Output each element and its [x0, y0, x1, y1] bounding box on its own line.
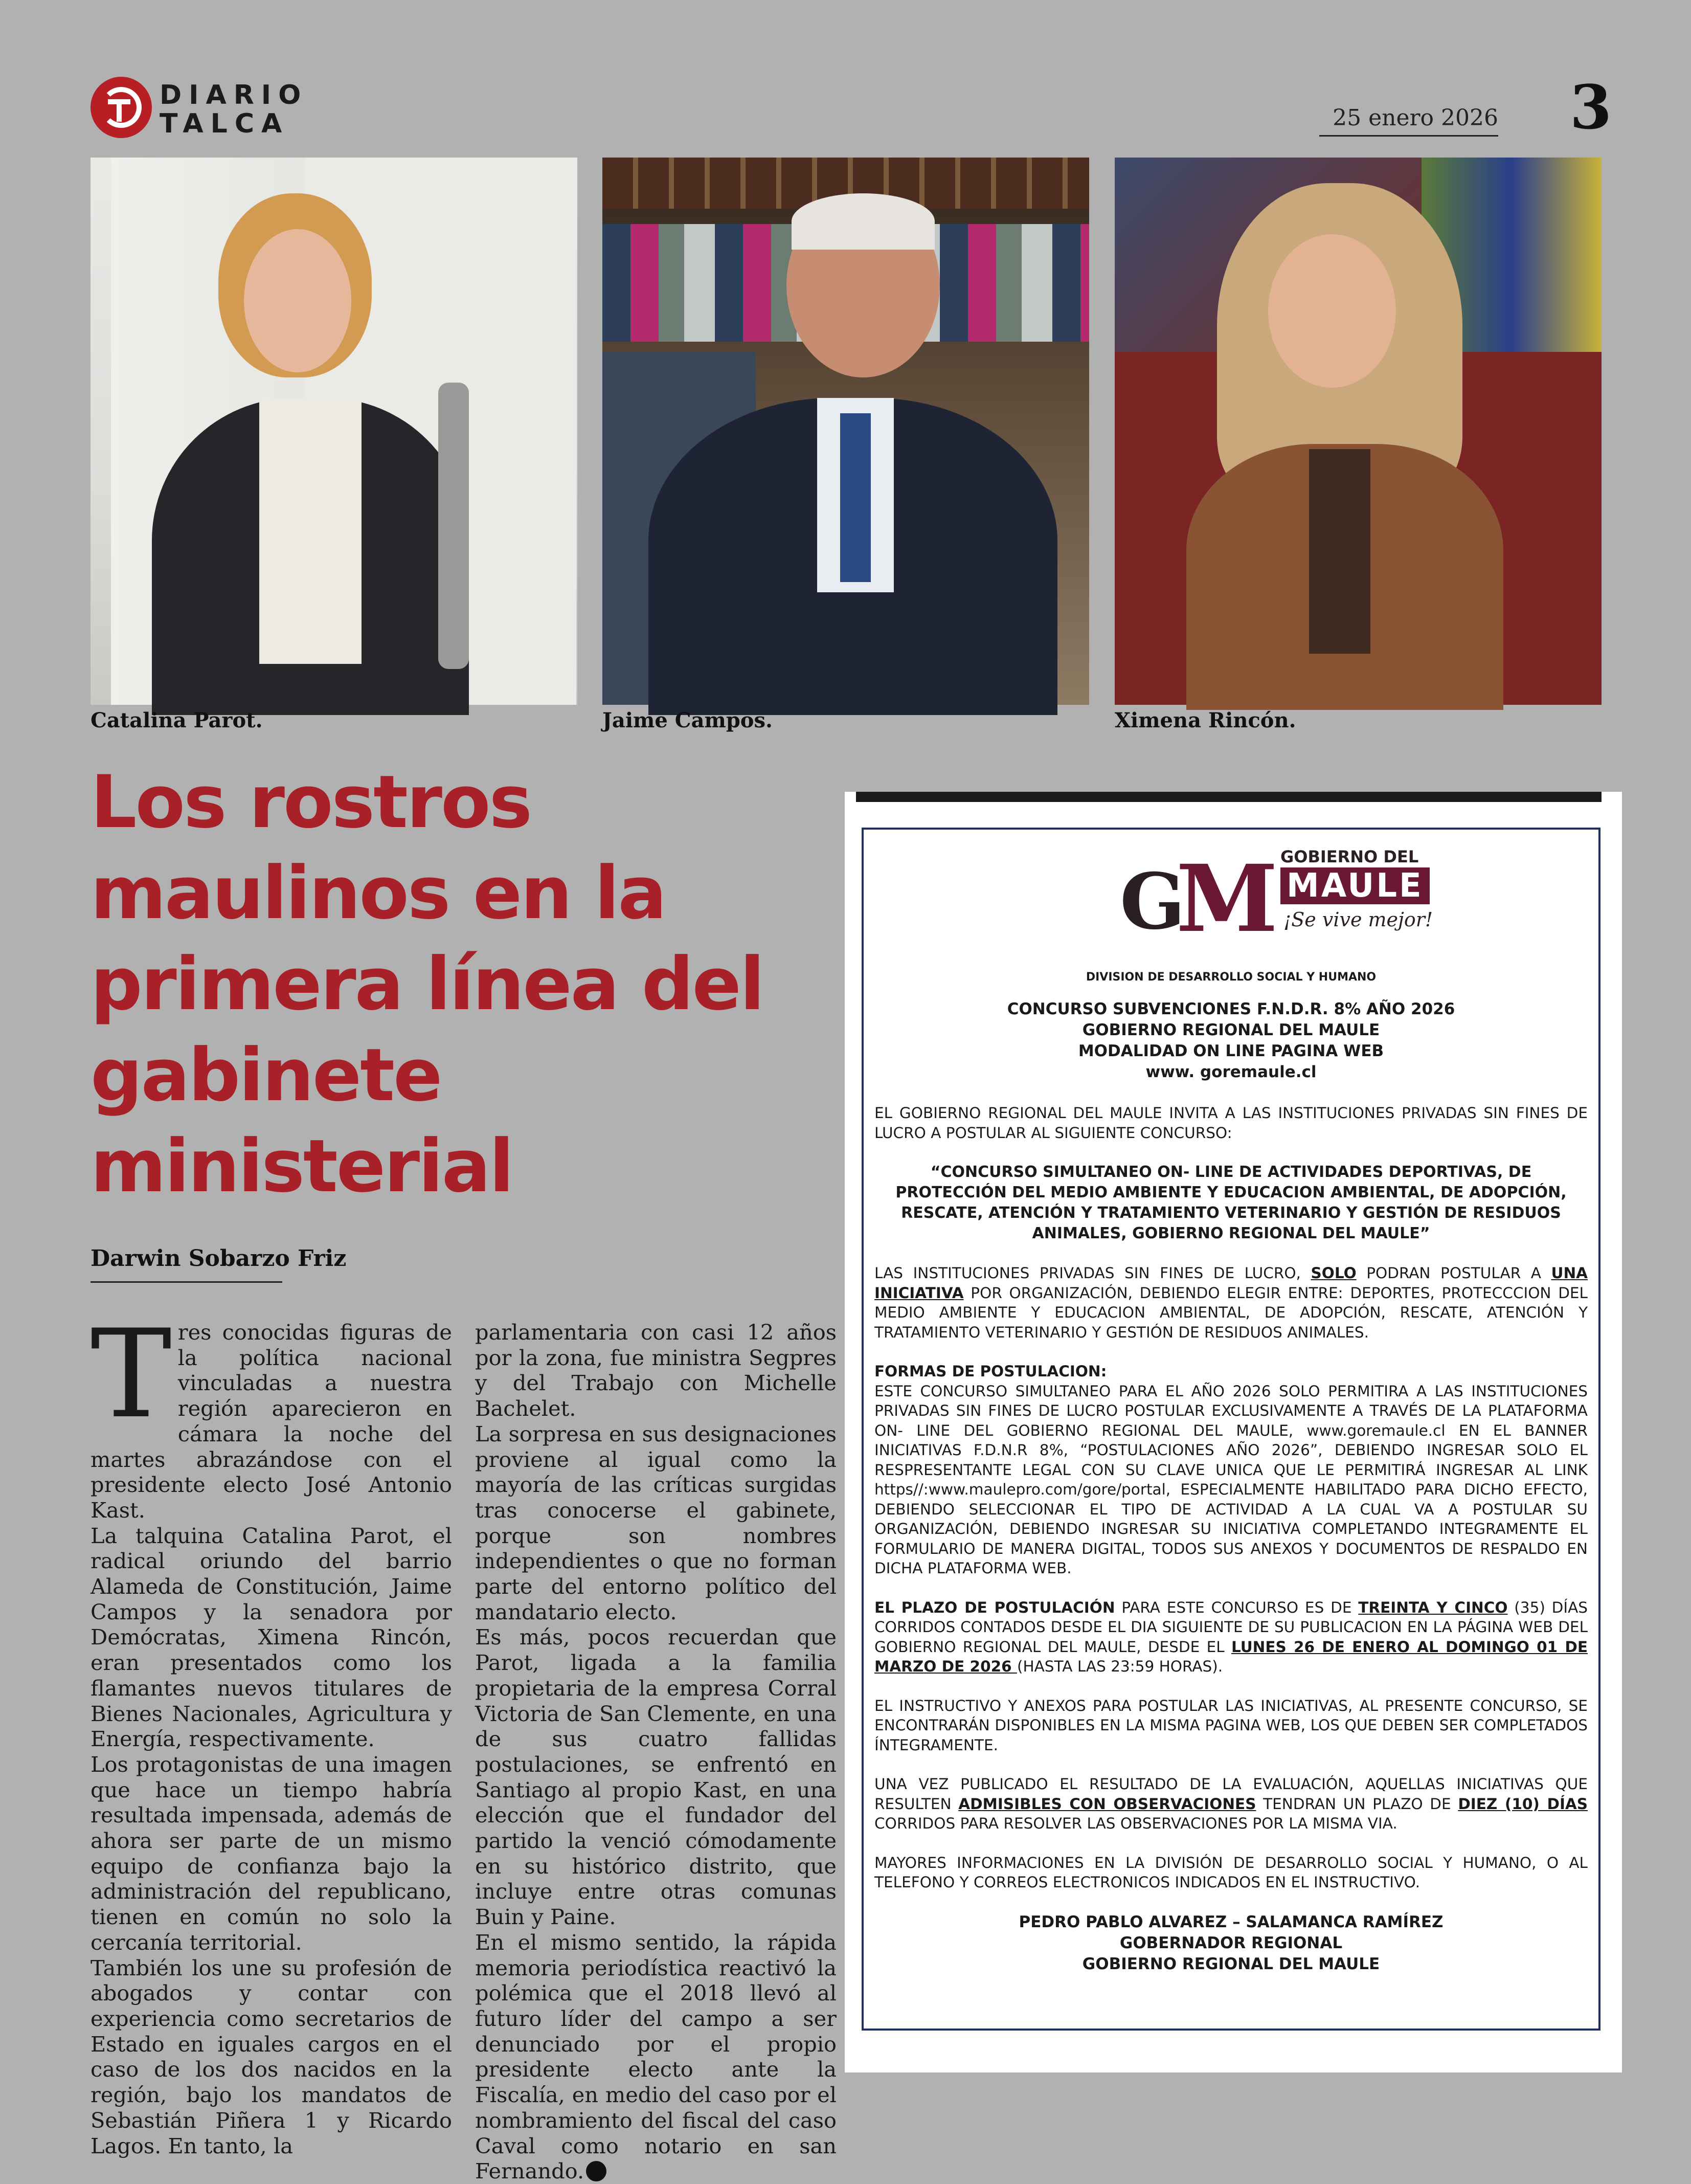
- article-paragraph: Es más, pocos recuerdan que Parot, ligada a la familia propietaria de la empresa Corral Victoria de San Clemente, en una de sus cuatro fallidas postulaciones, se enfrentó en Santiago al propio Kast, en una elección que el fundador del partido la venció cómodamente en su histórico distrito, que incluye entre otras comunas Buin y Paine.: [475, 1624, 837, 1930]
- photo-jaime-campos: [602, 158, 1089, 705]
- photo-caption-3: Ximena Rincón.: [1115, 708, 1296, 732]
- page-number: 3: [1570, 72, 1612, 143]
- article-byline: Darwin Sobarzo Friz: [91, 1245, 347, 1272]
- formas-text: ESTE CONCURSO SIMULTANEO PARA EL AÑO 2026 SOLO PERMITIRA A LAS INSTITUCIONES PRIVADAS SIN FINES DE LUCRO POSTULAR EXCLUSIVAMENTE A TRAVÉS DE LA PLATAFORMA ON- LINE DEL GOBIERNO REGIONAL DEL MAULE, www.goremaule.cl EN EL BANNER INICIATIVAS F.D.N.R 8%, “POSTULACIONES AÑO 2026”, DEBIENDO INGRESAR SOLO EL RESPRESENTANTE LEGAL CON SU CLAVE UNICA QUE LE PERMITIRÁ INGRESAR AL LINK https//:www.maulepro.com/gore/portal, ESPECIALMENTE HABILITADO PARA DICHO EFECTO, DEBIENDO SELECCIONAR EL TIPO DE ACTIVIDAD A LA CUAL VA A POSTULAR SU ORGANIZACIÓN, DEBIENDO INGRESAR SU INICIATIVA COMPLETANDO INTEGRAMENTE EL FORMULARIO DE MANERA DIGITAL, TODOS SUS ANEXOS Y DOCUMENTOS DE RESPALDO EN DICHA PLATAFORMA WEB.: [874, 1382, 1588, 1577]
- article-column-2: [475, 1320, 837, 2184]
- article-paragraph: En el mismo sentido, la rápida memoria periodística reactivó la polémica que el 2018 llevó al futuro líder del campo a ser denunciado por el propio presidente electo ante la Fiscalía, en medio del caso por el nombramiento del fiscal del caso Caval como notario en san Fernando.: [475, 1929, 837, 2184]
- logo-org-line-1: GOBIERNO DEL: [1280, 847, 1419, 866]
- logo-division: DIVISION DE DESARROLLO SOCIAL Y HUMANO: [1086, 971, 1377, 984]
- photo-caption-2: Jaime Campos.: [602, 708, 773, 732]
- ad-top-bar: [856, 792, 1602, 802]
- gobierno-maule-advertisement: [845, 792, 1622, 2072]
- contest-name: “CONCURSO SIMULTANEO ON- LINE DE ACTIVIDADES DEPORTIVAS, DE PROTECCIÓN DEL MEDIO AMBIENTE Y EDUCACION AMBIENTAL, DE ADOPCIÓN, RESCATE, ATENCIÓN Y TRATAMIENTO VETERINARIO Y GESTIÓN DE RESIDUOS ANIMALES, GOBIERNO REGIONAL DEL MAULE”: [895, 1163, 1567, 1242]
- dropcap: T: [91, 1304, 172, 1445]
- logo-slogan: ¡Se vive mejor!: [1283, 908, 1433, 931]
- ad-heading-line: MODALIDAD ON LINE PAGINA WEB: [1078, 1042, 1384, 1060]
- ad-signature: [874, 1912, 1588, 1975]
- gobierno-maule-logo: [874, 843, 1588, 984]
- brand-line-2: TALCA: [160, 108, 289, 139]
- logo-org-line-2: MAULE: [1280, 867, 1430, 904]
- ad-heading-line: CONCURSO SUBVENCIONES F.N.D.R. 8% AÑO 2026: [1007, 1000, 1455, 1018]
- article-paragraph: La sorpresa en sus designaciones proviene al igual como la mayoría de las críticas surgidas tras conocerse el gabinete, porque son nombres independientes o que no forman parte del entorno político del mandatario electo.: [475, 1421, 837, 1624]
- diario-talca-logo-icon: [91, 77, 152, 138]
- photo-catalina-parot: [91, 158, 577, 705]
- ad-eligibility: LAS INSTITUCIONES PRIVADAS SIN FINES DE LUCRO, SOLO PODRAN POSTULAR A UNA INICIATIVA POR ORGANIZACIÓN, DEBIENDO ELEGIR ENTRE: DEPORTES, PROTECCCION DEL MEDIO AMBIENTE Y EDUCACION AMBIENTAL, DE ADOPCIÓN, RESCATE, ATENCIÓN Y TRATAMIENTO VETERINARIO Y GESTIÓN DE RESIDUOS ANIMALES.: [874, 1264, 1588, 1341]
- formas-title: FORMAS DE POSTULACION:: [874, 1363, 1107, 1380]
- ad-evaluacion: UNA VEZ PUBLICADO EL RESULTADO DE LA EVALUACIÓN, AQUELLAS INICIATIVAS QUE RESULTEN ADMISIBLES CON OBSERVACIONES TENDRAN UN PLAZO DE DIEZ (10) DÍAS CORRIDOS PARA RESOLVER LAS OBSERVACIONES POR LA MISMA VIA.: [874, 1775, 1588, 1832]
- ad-intro: EL GOBIERNO REGIONAL DEL MAULE INVITA A LAS INSTITUCIONES PRIVADAS SIN FINES DE LUCRO A POSTULAR AL SIGUIENTE CONCURSO:: [874, 1104, 1588, 1142]
- ad-website: www. goremaule.cl: [1145, 1063, 1317, 1081]
- signature-name: PEDRO PABLO ALVAREZ – SALAMANCA RAMÍREZ: [1019, 1912, 1444, 1931]
- article-paragraph: Los protagonistas de una imagen que hace un tiempo habría resultada impensada, además de ahora ser parte de un mismo equipo de confianza bajo la administración del republicano, tienen en común no solo la cercanía territorial.: [91, 1751, 452, 1955]
- ad-instructivo: EL INSTRUCTIVO Y ANEXOS PARA POSTULAR LAS INICIATIVAS, AL PRESENTE CONCURSO, SE ENCONTRARÁN DISPONIBLES EN LA MISMA PAGINA WEB, LOS QUE DEBEN SER COMPLETADOS ÍNTEGRAMENTE.: [874, 1697, 1588, 1754]
- photo-caption-1: Catalina Parot.: [91, 708, 263, 732]
- signature-title: GOBERNADOR REGIONAL: [1119, 1933, 1343, 1952]
- byline-divider: [91, 1281, 282, 1283]
- ad-heading-line: GOBIERNO REGIONAL DEL MAULE: [1082, 1021, 1380, 1039]
- gm-logo-m-icon: M: [1176, 845, 1278, 953]
- brand-name: [160, 81, 308, 138]
- ad-info: MAYORES INFORMACIONES EN LA DIVISIÓN DE DESARROLLO SOCIAL Y HUMANO, O AL TELEFONO Y CORREOS ELECTRONICOS INDICADOS EN EL INSTRUCTIVO.: [874, 1854, 1588, 1891]
- article-headline: Los rostros maulinos en la primera línea del gabinete ministerial: [91, 760, 763, 1209]
- article-paragraph: La talquina Catalina Parot, el radical oriundo del barrio Alameda de Constitución, Jaime Campos y la senadora por Demócratas, Ximena Rincón, eran presentados como los flamantes nuevos titulares de Bienes Nacionales, Agricultura y Energía, respectivamente.: [91, 1523, 452, 1752]
- ad-formas: [874, 1362, 1588, 1578]
- ad-content: [874, 843, 1588, 1975]
- article-paragraph: res conocidas figuras de la política nacional vinculadas a nuestra región aparecieron en cámara la noche del martes abrazándose con el presidente electo José Antonio Kast.: [91, 1320, 452, 1523]
- issue-date: 25 enero 2026: [1319, 105, 1498, 137]
- article-column-1: [91, 1304, 452, 2158]
- ad-heading: [874, 999, 1588, 1083]
- signature-org: GOBIERNO REGIONAL DEL MAULE: [1082, 1954, 1380, 1973]
- article-paragraph: parlamentaria con casi 12 años por la zona, fue ministra Segpres y del Trabajo con Michelle Bachelet.: [475, 1320, 837, 1421]
- gm-logo-g-icon: G: [1120, 857, 1186, 947]
- article-paragraph: También los une su profesión de abogados y contar con experiencia como secretarios de Estado en iguales cargos en el caso de los dos nacidos en la región, bajo los mandatos de Sebastián Piñera 1 y Ricardo Lagos. En tanto, la: [91, 1955, 452, 2158]
- ad-plazo: EL PLAZO DE POSTULACIÓN PARA ESTE CONCURSO ES DE TREINTA Y CINCO (35) DÍAS CORRIDOS CONTADOS DESDE EL DIA SIGUIENTE DE SU PUBLICACION EN LA PÁGINA WEB DEL GOBIERNO REGIONAL DEL MAULE, DESDE EL LUNES 26 DE ENERO AL DOMINGO 01 DE MARZO DE 2026 (HASTA LAS 23:59 HORAS).: [874, 1598, 1588, 1675]
- photo-ximena-rincon: [1115, 158, 1602, 705]
- end-of-article-icon: [586, 2161, 606, 2181]
- brand-line-1: DIARIO: [160, 80, 308, 110]
